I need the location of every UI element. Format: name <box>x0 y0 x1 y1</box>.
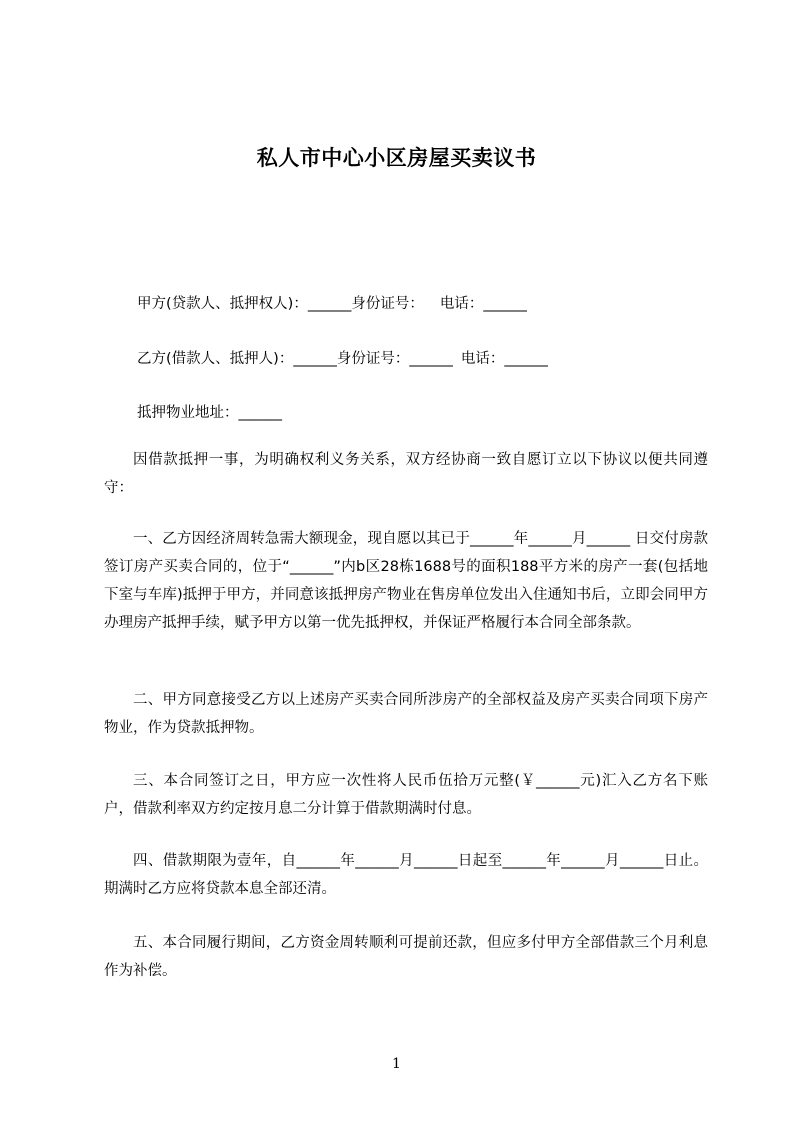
page-number: 1 <box>392 1056 401 1072</box>
clause-1-paragraph: 一、乙方因经济周转急需大额现金，现自愿以其已于______年______月______ 日交付房款签订房产买卖合同的，位于“______”内b区28栋1688号的面积188平方米的房产一套(包括地下室与车库)抵押于甲方，并同意该抵押房产物业在售房单位发出入住通知书后，立即会同甲方办理房产抵押手续，赋予甲方以第一优先抵押权，并保证严格履行本合同全部条款。 <box>104 531 708 631</box>
party-a-name-blank: ______ <box>307 296 352 312</box>
party-b-phone-blank: ______ <box>504 351 548 367</box>
intro-paragraph: 因借款抵押一事，为明确权利义务关系，双方经协商一致自愿订立以下协议以便共同遵守： <box>104 452 708 496</box>
clause-5-paragraph: 五、本合同履行期间，乙方资金周转顺利可提前还款，但应多付甲方全部借款三个月利息作为补偿。 <box>104 935 708 979</box>
clause-3-paragraph: 三、本合同签订之日，甲方应一次性将人民币伍拾万元整(￥______元)汇入乙方名下账户，借款利率双方约定按月息二分计算于借款期满时付息。 <box>104 773 708 817</box>
clause-4-paragraph: 四、借款期限为壹年，自______年______月______日起至______年______月______日止。期满时乙方应将贷款本息全部还清。 <box>104 853 708 897</box>
party-b-id-blank: ______ <box>409 351 453 367</box>
property-line <box>104 401 282 422</box>
property-blank: ______ <box>238 405 282 421</box>
party-b-id-label: 身份证号： <box>336 351 410 367</box>
party-a-id-label: 身份证号： <box>351 296 424 312</box>
party-b-name-blank: ______ <box>293 351 337 367</box>
party-a-phone-blank: ______ <box>483 296 527 312</box>
party-a-line <box>104 292 527 313</box>
property-label: 抵押物业地址： <box>137 405 239 421</box>
party-a-label: 甲方(贷款人、抵押权人)： <box>137 296 308 312</box>
party-b-line <box>104 347 548 368</box>
clause-2-paragraph: 二、甲方同意接受乙方以上述房产买卖合同所涉房产的全部权益及房产买卖合同项下房产物业，作为贷款抵押物。 <box>104 692 708 736</box>
party-b-label: 乙方(借款人、抵押人)： <box>137 351 294 367</box>
document-title: 私人市中心小区房屋买卖议书 <box>256 146 537 170</box>
party-b-phone-label: 电话： <box>460 351 505 367</box>
party-a-phone-label: 电话： <box>439 296 484 312</box>
